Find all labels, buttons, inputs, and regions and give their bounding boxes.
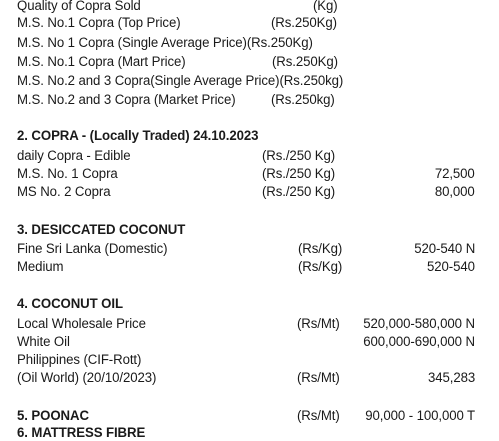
row-local-wholesale-unit: (Rs/Mt) — [297, 316, 340, 331]
row-ms23-single-avg-label: M.S. No.2 and 3 Copra(Single Average Price)(Rs.250kg) — [17, 73, 344, 88]
row-oil-world-value: 345,283 — [427, 370, 475, 385]
row-ms1-top-label: M.S. No.1 Copra (Top Price) — [17, 15, 181, 30]
row-oil-world-unit: (Rs/Mt) — [297, 370, 340, 385]
row-ms2-copra-label: MS No. 2 Copra — [17, 184, 111, 199]
row-ms23-market-label: M.S. No.2 and 3 Copra (Market Price) — [17, 92, 236, 107]
row-local-wholesale-value: 520,000-580,000 N — [363, 316, 475, 331]
heading-desiccated-coconut: 3. DESICCATED COCONUT — [17, 222, 186, 237]
row-fine-sri-lanka-value: 520-540 N — [414, 241, 475, 256]
row-ms1-copra-unit: (Rs./250 Kg) — [262, 166, 336, 181]
heading-mattress-fibre: 6. MATTRESS FIBRE — [17, 425, 146, 440]
row-white-oil-label: White Oil — [17, 334, 70, 349]
row-ms1-copra-value: 72,500 — [435, 166, 475, 181]
row-poonac-value: 90,000 - 100,000 T — [365, 408, 475, 423]
row-ms1-copra-label: M.S. No. 1 Copra — [17, 166, 118, 181]
row-quality-unit: (Kg) — [313, 0, 338, 13]
row-medium-label: Medium — [17, 259, 64, 274]
heading-poonac: 5. POONAC — [17, 408, 89, 423]
row-local-wholesale-label: Local Wholesale Price — [17, 316, 146, 331]
row-edible-unit: (Rs./250 Kg) — [262, 148, 336, 163]
row-medium-unit: (Rs/Kg) — [298, 259, 343, 274]
row-oil-world-label: (Oil World) (20/10/2023) — [17, 370, 157, 385]
row-white-oil-value: 600,000-690,000 N — [363, 334, 475, 349]
row-medium-value: 520-540 — [427, 259, 475, 274]
row-ms2-copra-value: 80,000 — [435, 184, 475, 199]
row-philippines-label: Philippines (CIF-Rott) — [17, 352, 142, 367]
row-ms1-mart-unit: (Rs.250Kg) — [272, 54, 338, 69]
row-ms1-single-avg-label: M.S. No 1 Copra (Single Average Price)(Rs.250Kg) — [17, 35, 313, 50]
row-quality-label: Quality of Copra Sold — [17, 0, 141, 13]
row-poonac-unit: (Rs/Mt) — [297, 408, 340, 423]
row-fine-sri-lanka-label: Fine Sri Lanka (Domestic) — [17, 241, 168, 256]
row-ms23-market-unit: (Rs.250kg) — [271, 92, 335, 107]
row-fine-sri-lanka-unit: (Rs/Kg) — [298, 241, 343, 256]
row-ms2-copra-unit: (Rs./250 Kg) — [262, 184, 336, 199]
heading-copra-locally-traded: 2. COPRA - (Locally Traded) 24.10.2023 — [17, 128, 259, 143]
row-ms1-top-unit: (Rs.250Kg) — [271, 15, 337, 30]
row-ms1-mart-label: M.S. No.1 Copra (Mart Price) — [17, 54, 186, 69]
row-edible-label: daily Copra - Edible — [17, 148, 131, 163]
heading-coconut-oil: 4. COCONUT OIL — [17, 296, 123, 311]
